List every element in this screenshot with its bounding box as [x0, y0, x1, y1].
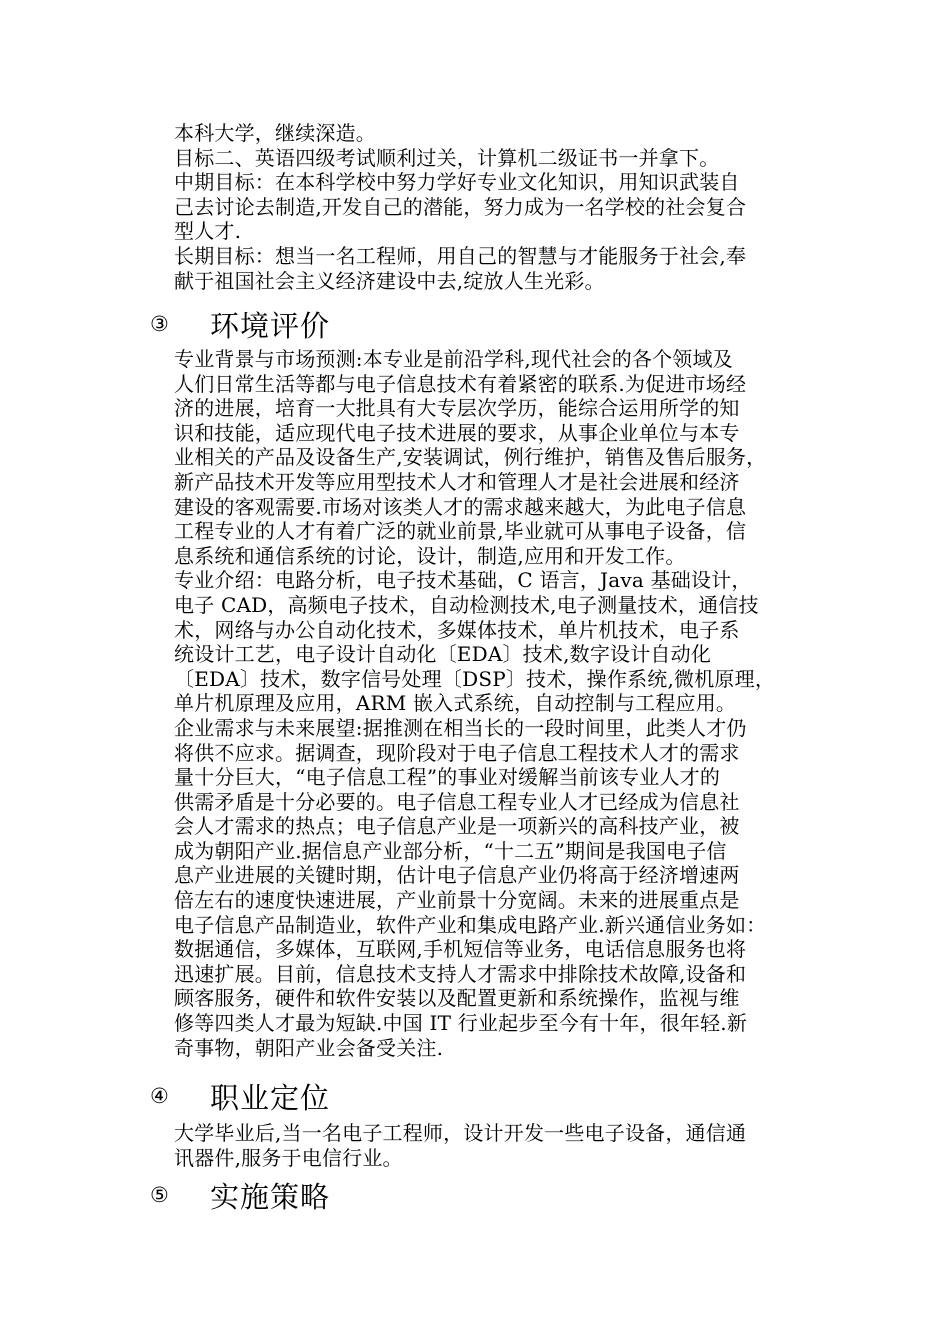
environment-paragraph: 专业背景与市场预测:本专业是前沿学科,现代社会的各个领域及 人们日常生活等都与电子信息技术有着紧密的联系.为促进市场经 济的进展，培育一大批具有大专层次学历，能综合运用所学的知 识和技能，适应现代电子技术进展的要求，从事企业单位与本专 业相关的产品及设备生产,安装调试，例行维护，销售及售后服务， 新产品技术开发等应用型技术人才和管理人才是社会进展和经济 建设的客观需要.市场对该类人才的需求越来越大，为此电子信息 工程专业的人才有着广泛的就业前景,毕业就可从事电子设备，信 息系统和通信系统的讨论，设计，制造,应用和开发工作。 专业介绍：电路分析，电子技术基础，C 语言，Java 基础设计， 电子 CAD，高频电子技术，自动检测技术,电子测量技术，通信技 术，网络与办公自动化技术，多媒体技术，单片机技术，电子系 统设计工艺，电子设计自动化〔EDA〕技术,数字设计自动化 〔EDA〕技术，数字信号处理〔DSP〕技术，操作系统,微机原理， 单片机原理及应用，ARM 嵌入式系统，自动控制与工程应用。 企业需求与未来展望:据推测在相当长的一段时间里，此类人才仍 将供不应求。据调查，现阶段对于电子信息工程技术人才的需求 量十分巨大，“电子信息工程”的事业对缓解当前该专业人才的 供需矛盾是十分必要的。电子信息工程专业人才已经成为信息社 会人才需求的热点；电子信息产业是一项新兴的高科技产业，被 成为朝阳产业.据信息产业部分析，“十二五”期间是我国电子信 息产业进展的关键时期，估计电子信息产业仍将高于经济增速两 倍左右的速度快速进展，产业前景十分宽阔。未来的进展重点是 电子信息产品制造业，软件产业和集成电路产业.新兴通信业务如： 数据通信，多媒体，互联网,手机短信等业务，电话信息服务也将 迅速扩展。目前，信息技术支持人才需求中排除技术故障,设备和 顾客服务，硬件和软件安装以及配置更新和系统操作，监视与维 修等四类人才最为短缺.中国 IT 行业起步至今有十年，很年轻.新 奇事物，朝阳产业会备受关注. [174, 347, 776, 1060]
section-heading-career-position [150, 1076, 330, 1116]
section-number: ③ [150, 312, 169, 336]
career-position-paragraph: 大学毕业后,当一名电子工程师，设计开发一些电子设备，通信通 讯器件,服务于电信行业。 [174, 1121, 747, 1170]
section-title: 环境评价 [210, 308, 331, 343]
section-heading-environment [150, 304, 330, 344]
goals-paragraph: 本科大学，继续深造。 目标二、英语四级考试顺利过关，计算机二级证书一并拿下。 中期目标：在本科学校中努力学好专业文化知识，用知识武装自 己去讨论去制造,开发自己的潜能，努力成为一名学校的社会复合 型人才. 长期目标：想当一名工程师，用自己的智慧与才能服务于社会,奉 献于祖国社会主义经济建设中去,绽放人生光彩。 [174, 121, 747, 293]
section-number: ④ [150, 1084, 169, 1108]
section-title: 职业定位 [210, 1080, 331, 1115]
section-title: 实施策略 [210, 1179, 331, 1214]
section-number: ⑤ [150, 1183, 169, 1207]
section-heading-strategy [150, 1175, 330, 1215]
